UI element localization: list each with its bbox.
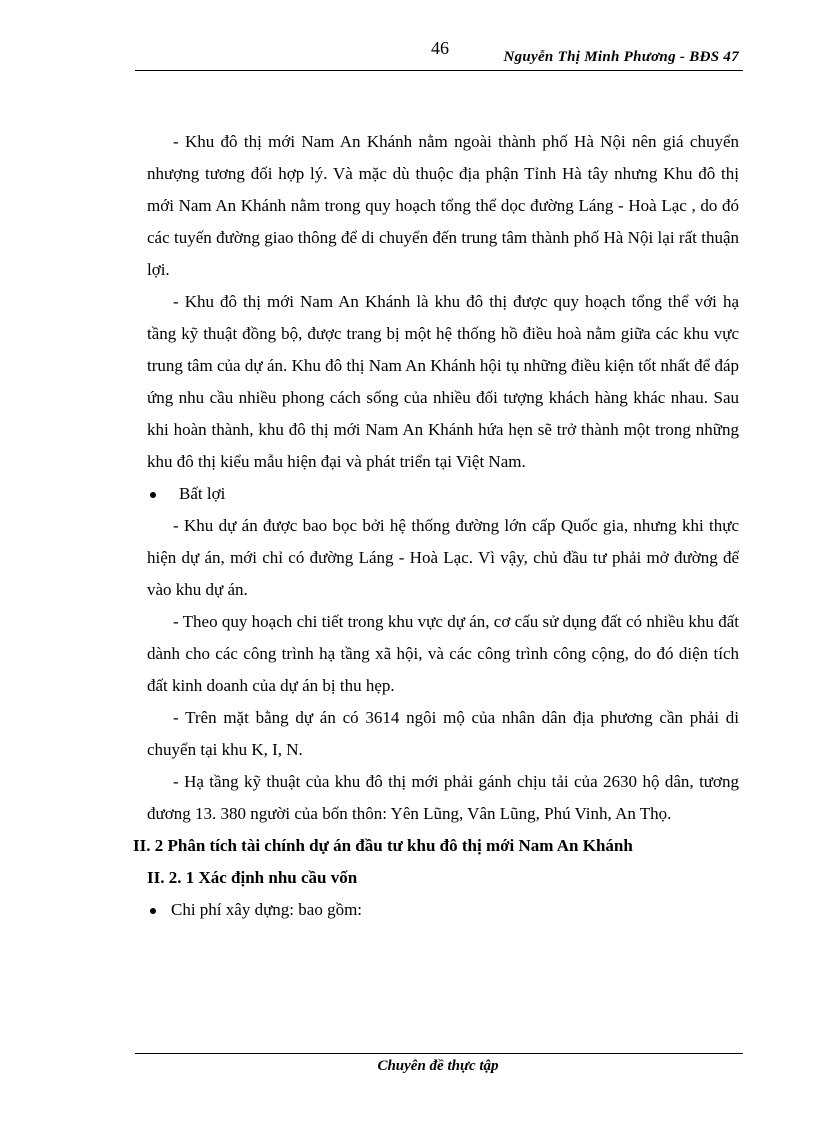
subsection-heading: II. 2. 1 Xác định nhu cầu vốn	[147, 868, 358, 887]
bullet-label: Chi phí xây dựng: bao gồm:	[171, 900, 363, 919]
bullet-label: Bất lợi	[179, 484, 226, 503]
bullet-item-cost	[147, 894, 739, 926]
disadvantage-paragraph: - Theo quy hoạch chi tiết trong khu vực dự án, cơ cấu sử dụng đất có nhiều khu đất dành cho các công trình hạ tầng xã hội, và các công trình công cộng, do đó diện tích đất kinh doanh của dự án bị thu hẹp.	[147, 612, 739, 695]
page-number: 46	[431, 38, 449, 58]
paragraph: - Khu đô thị mới Nam An Khánh là khu đô thị được quy hoạch tổng thể với hạ tầng kỹ thuật đồng bộ, được trang bị một hệ thống hồ điều hoà nằm giữa các khu vực trung tâm của dự án. Khu đô thị Nam An Khánh hội tụ những điều kiện tốt nhất để đáp ứng nhu cầu nhiều phong cách sống của nhiều đối tượng khách hàng khác nhau. Sau khi hoàn thành, khu đô thị mới Nam An Khánh hứa hẹn sẽ trở thành một trong những khu đô thị kiểu mẫu hiện đại và phát triển tại Việt Nam.	[147, 292, 739, 471]
bullet-icon	[150, 908, 156, 914]
bullet-icon	[150, 492, 156, 498]
bullet-item-disadvantage	[147, 478, 739, 510]
page-content	[133, 126, 739, 926]
page-header	[135, 34, 743, 71]
footer-divider	[135, 1053, 743, 1054]
disadvantage-paragraph: - Hạ tầng kỹ thuật của khu đô thị mới phải gánh chịu tải của 2630 hộ dân, tương đương 13. 380 người của bốn thôn: Yên Lũng, Vân Lũng, Phú Vinh, An Thọ.	[147, 772, 739, 823]
section-heading: II. 2 Phân tích tài chính dự án đầu tư khu đô thị mới Nam An Khánh	[133, 836, 633, 855]
paragraph: - Khu đô thị mới Nam An Khánh nằm ngoài thành phố Hà Nội nên giá chuyển nhượng tương đối hợp lý. Và mặc dù thuộc địa phận Tỉnh Hà tây nhưng Khu đô thị mới Nam An Khánh nằm trong quy hoạch tổng thể dọc đường Láng - Hoà Lạc , do đó các tuyến đường giao thông để di chuyển đến trung tâm thành phố Hà Nội lại rất thuận lợi.	[147, 132, 739, 279]
page-footer: Chuyên đề thực tập	[377, 1058, 499, 1074]
disadvantage-paragraph: - Trên mặt bằng dự án có 3614 ngôi mộ của nhân dân địa phương cần phải di chuyển tại khu K, I, N.	[147, 708, 739, 759]
author-name: Nguyễn Thị Minh Phương - BĐS 47	[503, 49, 739, 65]
disadvantage-paragraph: - Khu dự án được bao bọc bởi hệ thống đường lớn cấp Quốc gia, nhưng khi thực hiện dự án, mới chỉ có đường Láng - Hoà Lạc. Vì vậy, chủ đầu tư phải mở đường để vào khu dự án.	[147, 516, 739, 599]
